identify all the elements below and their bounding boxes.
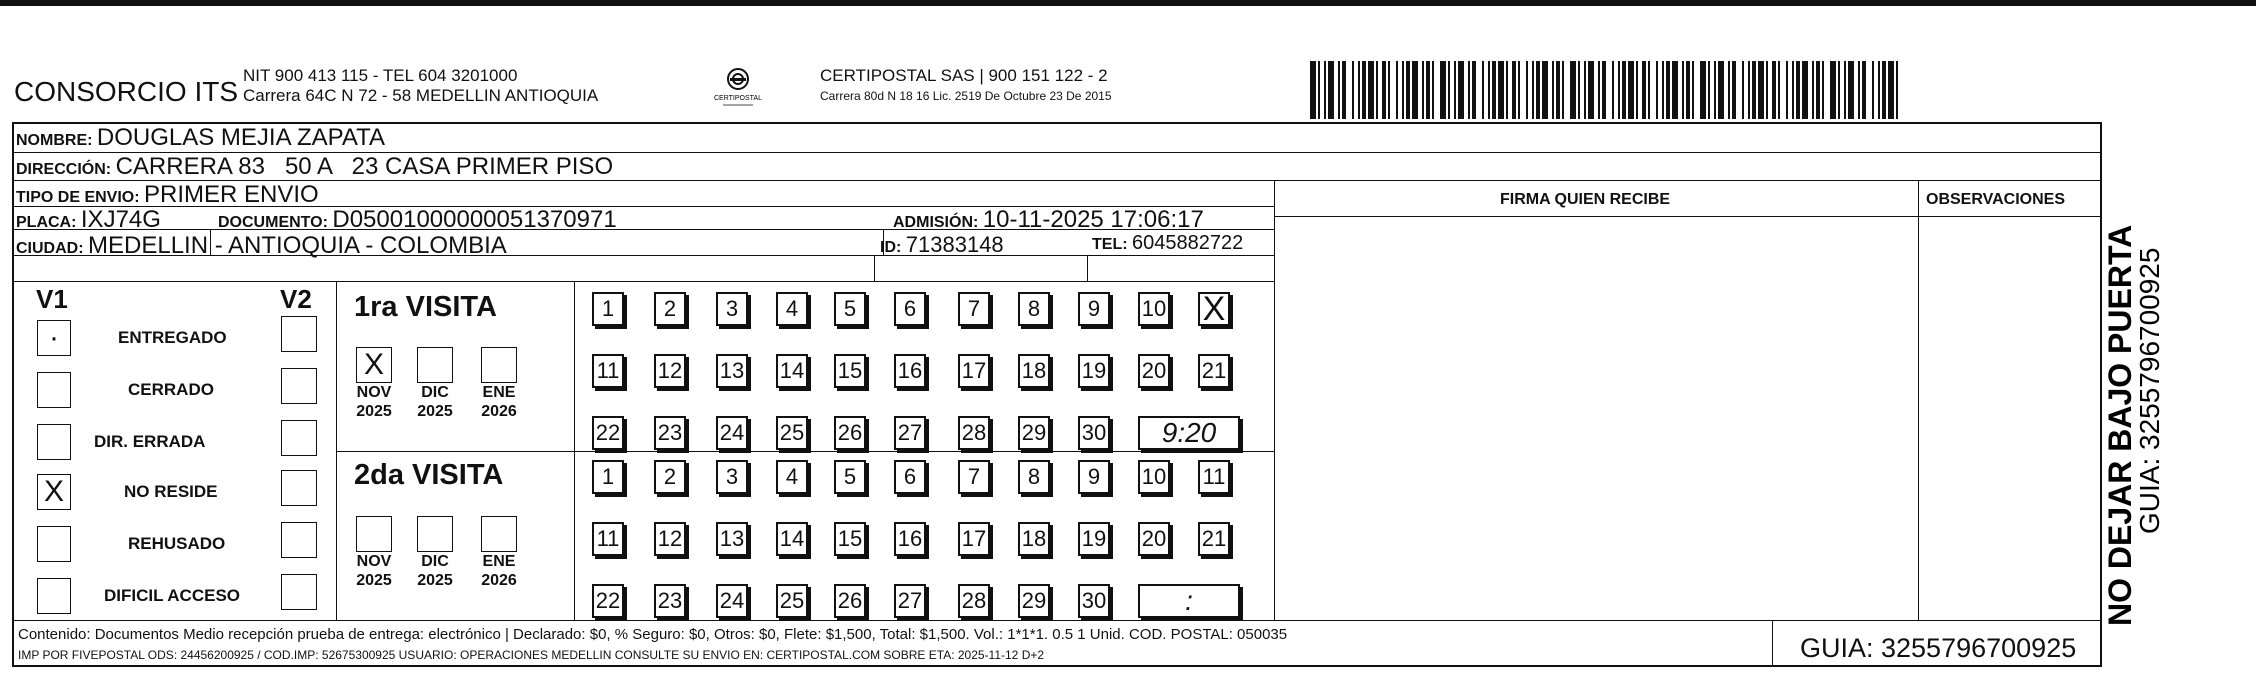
month-label: ENE	[482, 384, 516, 401]
barcode-bar	[1342, 61, 1346, 119]
barcode-bar	[1536, 61, 1540, 119]
barcode-bar	[1512, 61, 1516, 119]
day-box[interactable]: 22	[592, 416, 624, 450]
barcode-bar	[1888, 61, 1894, 119]
day-box[interactable]: 25	[776, 584, 808, 618]
day-box[interactable]: 3	[716, 292, 748, 326]
barcode-bar	[1402, 61, 1404, 119]
first-visit-label: 1ra VISITA	[354, 291, 497, 323]
day-box[interactable]: 26	[834, 416, 866, 450]
day-box[interactable]: 28	[958, 416, 990, 450]
year-label: 2025	[356, 572, 392, 589]
tel-label: TEL:	[1092, 236, 1128, 253]
barcode-bar	[1382, 61, 1386, 119]
cell-divider	[874, 255, 875, 281]
month-checkbox[interactable]	[356, 516, 392, 552]
logo-text: CERTIPOSTAL	[714, 95, 762, 102]
status-label: CERRADO	[128, 380, 214, 399]
day-box[interactable]: 1	[592, 292, 624, 326]
footer-cell-divider	[1772, 620, 1773, 667]
day-box[interactable]: 14	[776, 354, 808, 388]
day-box[interactable]: 15	[834, 522, 866, 556]
day-box[interactable]: 16	[894, 354, 926, 388]
barcode-bar	[1742, 61, 1744, 119]
v1-checkbox[interactable]	[37, 526, 71, 562]
direccion-value: CARRERA 83 50 A 23 CASA PRIMER PISO	[115, 153, 614, 180]
v1-checkbox[interactable]	[37, 424, 71, 460]
day-box[interactable]: 24	[716, 584, 748, 618]
v2-checkbox[interactable]	[281, 574, 317, 610]
day-box[interactable]: 11	[592, 522, 624, 556]
barcode-bar	[1468, 61, 1470, 119]
company-address-line: Carrera 64C N 72 - 58 MEDELLIN ANTIOQUIA	[243, 86, 599, 105]
barcode-bar	[1816, 61, 1820, 119]
day-box[interactable]: 23	[654, 416, 686, 450]
company-nit-line: NIT 900 413 115 - TEL 604 3201000	[243, 66, 518, 85]
day-box[interactable]: 23	[654, 584, 686, 618]
barcode-bar	[1458, 61, 1464, 119]
observaciones-header	[1926, 191, 2065, 209]
year-label: 2025	[417, 572, 453, 589]
carrier-address-line: Carrera 80d N 18 16 Lic. 2519 De Octubre 23 De 2015	[820, 89, 1112, 103]
side-text-svg	[2095, 148, 2165, 628]
barcode-bar	[1686, 61, 1690, 119]
day-box[interactable]: 27	[894, 416, 926, 450]
day-box[interactable]: 12	[654, 522, 686, 556]
admision-value: 10-11-2025 17:06:17	[982, 206, 1204, 233]
barcode-bar	[1642, 61, 1646, 119]
observaciones-label: OBSERVACIONES	[1926, 191, 2065, 208]
status-label: DIFICIL ACCESO	[104, 586, 241, 605]
day-box[interactable]: 3	[716, 460, 748, 494]
barcode-bar	[1728, 61, 1730, 119]
day-box[interactable]: 18	[1018, 522, 1050, 556]
documento-value: D05001000000051370971	[332, 206, 617, 233]
barcode-bar	[1406, 61, 1410, 119]
footer-print-line: IMP POR FIVEPOSTAL ODS: 24456200925 / COD.IMP: 52675300925 USUARIO: OPERACIONES MEDELLIN CONSULTE SU ENVIO EN: CERTIPOSTAL.COM SOBRE ETA: 2025-11-12 D+2	[18, 648, 1045, 662]
day-box[interactable]: 19	[1078, 522, 1110, 556]
v2-checkbox[interactable]	[281, 470, 317, 506]
day-box[interactable]: 4	[776, 292, 808, 326]
placa-label: PLACA:	[16, 214, 77, 231]
id-field	[880, 232, 1004, 258]
tipo-envio-field	[16, 181, 319, 209]
barcode-bar	[1368, 61, 1374, 119]
barcode-bar	[1812, 61, 1814, 119]
month-label: DIC	[421, 384, 449, 401]
barcode-bar	[1498, 61, 1504, 119]
id-label: ID:	[880, 239, 902, 256]
barcode-bar	[1636, 61, 1638, 119]
day-box[interactable]: 9	[1078, 292, 1110, 326]
barcode-bar	[1578, 61, 1580, 119]
barcode-bar	[1492, 61, 1496, 119]
day-box[interactable]: 8	[1018, 292, 1050, 326]
barcode-bar	[1682, 61, 1684, 119]
barcode-bar	[1552, 61, 1554, 119]
column-divider	[1918, 180, 1919, 620]
barcode-bar	[1362, 61, 1366, 119]
firma-label: FIRMA QUIEN RECIBE	[1500, 191, 1671, 208]
barcode-bar	[1518, 61, 1520, 119]
barcode-bar	[1526, 61, 1528, 119]
nombre-label: NOMBRE:	[16, 132, 93, 149]
barcode-bar	[1878, 61, 1880, 119]
barcode-bar	[1338, 61, 1340, 119]
day-box[interactable]: 18	[1018, 354, 1050, 388]
day-box[interactable]: 1	[592, 460, 624, 494]
top-edge-bar	[0, 0, 2256, 6]
barcode-bar	[1598, 61, 1600, 119]
barcode-bar	[1786, 61, 1788, 119]
barcode-bar	[1454, 61, 1456, 119]
firma-header	[1500, 191, 1670, 209]
placa-field	[16, 206, 161, 234]
barcode-bar	[1802, 61, 1808, 119]
day-box[interactable]: 30	[1078, 584, 1110, 618]
status-label: NO RESIDE	[124, 482, 218, 501]
barcode-bar	[1882, 61, 1886, 119]
day-box[interactable]: 30	[1078, 416, 1110, 450]
day-box[interactable]: 22	[592, 584, 624, 618]
tipo-envio-value: PRIMER ENVIO	[144, 181, 319, 208]
barcode-bar	[1472, 61, 1476, 119]
day-box[interactable]: 5	[834, 460, 866, 494]
barcode-bar	[1766, 61, 1768, 119]
status-label: DIR. ERRADA	[94, 432, 206, 451]
year-label: 2026	[481, 403, 517, 420]
day-box[interactable]: 6	[894, 460, 926, 494]
day-box[interactable]: X	[1198, 292, 1230, 326]
day-box[interactable]: 16	[894, 522, 926, 556]
month-label: DIC	[421, 553, 449, 570]
barcode-bar	[1376, 61, 1378, 119]
column-divider	[336, 281, 337, 620]
v1-checkbox[interactable]: X	[37, 474, 71, 510]
month-label: ENE	[482, 553, 516, 570]
barcode-bar	[1862, 61, 1866, 119]
admision-field	[893, 206, 1204, 234]
documento-field	[218, 206, 617, 234]
barcode	[1310, 61, 1900, 119]
day-box[interactable]: 11	[1198, 460, 1230, 494]
barcode-bar	[1858, 61, 1860, 119]
day-box[interactable]: 7	[958, 292, 990, 326]
barcode-bar	[1692, 61, 1694, 119]
day-box[interactable]: 13	[716, 354, 748, 388]
carrier-name-line: CERTIPOSTAL SAS | 900 151 122 - 2	[820, 66, 1108, 85]
placa-value: IXJ74G	[80, 206, 161, 233]
company-name: CONSORCIO ITS	[14, 76, 239, 107]
day-box[interactable]: 10	[1138, 292, 1170, 326]
barcode-icon	[1310, 61, 1900, 119]
v2-checkbox[interactable]	[281, 420, 317, 456]
barcode-bar	[1532, 61, 1534, 119]
barcode-bar	[1488, 61, 1490, 119]
day-box[interactable]: 21	[1198, 354, 1230, 388]
barcode-bar	[1662, 61, 1664, 119]
row-divider	[1274, 216, 2102, 217]
barcode-bar	[1752, 61, 1756, 119]
ciudad-label: CIUDAD:	[16, 240, 84, 257]
day-box[interactable]: 25	[776, 416, 808, 450]
ciudad-field	[16, 232, 507, 260]
column-divider	[574, 281, 575, 620]
v2-checkbox[interactable]	[281, 316, 317, 352]
logo-icon	[705, 66, 771, 110]
row-divider	[12, 281, 1274, 282]
day-box[interactable]: 8	[1018, 460, 1050, 494]
v1-checkbox[interactable]	[37, 372, 71, 408]
documento-label: DOCUMENTO:	[218, 214, 328, 231]
barcode-bar	[1318, 61, 1320, 119]
month-checkbox[interactable]: X	[356, 347, 392, 383]
barcode-bar	[1718, 61, 1724, 119]
day-box[interactable]: 14	[776, 522, 808, 556]
month-label: NOV	[356, 553, 392, 570]
barcode-bar	[1792, 61, 1794, 119]
day-box[interactable]: 5	[834, 292, 866, 326]
company-info	[243, 66, 598, 106]
time-box[interactable]: :	[1138, 584, 1240, 618]
v1-checkbox[interactable]	[37, 578, 71, 614]
day-box[interactable]: 26	[834, 584, 866, 618]
barcode-bar	[1830, 61, 1836, 119]
barcode-bar	[1822, 61, 1824, 119]
day-box[interactable]: 17	[958, 354, 990, 388]
barcode-bar	[1426, 61, 1430, 119]
cell-divider	[1087, 255, 1088, 281]
barcode-bar	[1542, 61, 1548, 119]
barcode-bar	[1422, 61, 1424, 119]
footer-guia: GUIA: 3255796700925	[1800, 633, 2077, 663]
barcode-bar	[1506, 61, 1508, 119]
barcode-bar	[1556, 61, 1560, 119]
barcode-bar	[1778, 61, 1780, 119]
barcode-bar	[1872, 61, 1874, 119]
barcode-bar	[1588, 61, 1594, 119]
barcode-bar	[1896, 61, 1898, 119]
day-box[interactable]: 12	[654, 354, 686, 388]
day-box[interactable]: 17	[958, 522, 990, 556]
month-checkbox[interactable]	[481, 347, 517, 383]
year-label: 2025	[417, 403, 453, 420]
barcode-bar	[1672, 61, 1678, 119]
delivery-form	[12, 122, 2102, 667]
barcode-bar	[1758, 61, 1764, 119]
time-box[interactable]: 9:20	[1138, 416, 1240, 450]
barcode-bar	[1844, 61, 1846, 119]
day-box[interactable]: 11	[592, 354, 624, 388]
barcode-bar	[1708, 61, 1710, 119]
tipo-envio-label: TIPO DE ENVIO:	[16, 189, 140, 206]
footer-content-line: Contenido: Documentos Medio recepción prueba de entrega: electrónico | Declarado: $0, % Seguro: $0, Otros: $0, Flete: $1,500, Total: $1,500. Vol.: 1*1*1. 0.5 1 Unid. COD. POSTAL: 050035	[18, 626, 1288, 643]
barcode-bar	[1628, 61, 1634, 119]
day-box[interactable]: 6	[894, 292, 926, 326]
barcode-bar	[1328, 61, 1334, 119]
carrier-info	[820, 66, 1112, 106]
day-box[interactable]: 29	[1018, 416, 1050, 450]
side-note	[2095, 148, 2165, 628]
barcode-bar	[1432, 61, 1434, 119]
id-value: 71383148	[905, 232, 1004, 257]
side-warning-text: NO DEJAR BAJO PUERTA	[2102, 224, 2138, 626]
barcode-bar	[1352, 61, 1354, 119]
barcode-bar	[1396, 61, 1398, 119]
barcode-bar	[1732, 61, 1736, 119]
month-checkbox[interactable]	[417, 516, 453, 552]
day-box[interactable]: 7	[958, 460, 990, 494]
barcode-bar	[1310, 61, 1316, 119]
certipostal-logo	[705, 66, 771, 110]
admision-label: ADMISIÓN:	[893, 214, 979, 231]
status-label: REHUSADO	[128, 534, 226, 553]
barcode-bar	[1666, 61, 1670, 119]
direccion-label: DIRECCIÓN:	[16, 161, 112, 178]
barcode-bar	[1714, 61, 1716, 119]
v1-header: V1	[36, 284, 68, 314]
barcode-bar	[1482, 61, 1484, 119]
nombre-field	[16, 124, 385, 152]
barcode-bar	[1838, 61, 1840, 119]
barcode-bar	[1656, 61, 1658, 119]
barcode-bar	[1324, 61, 1326, 119]
barcode-bar	[1448, 61, 1450, 119]
month-checkbox[interactable]	[481, 516, 517, 552]
day-box[interactable]: 10	[1138, 460, 1170, 494]
day-box[interactable]: 27	[894, 584, 926, 618]
day-box[interactable]: 24	[716, 416, 748, 450]
v2-checkbox[interactable]	[281, 522, 317, 558]
day-box[interactable]: 29	[1018, 584, 1050, 618]
status-label: ENTREGADO	[118, 328, 227, 347]
barcode-bar	[1772, 61, 1776, 119]
barcode-bar	[1848, 61, 1854, 119]
barcode-bar	[1796, 61, 1800, 119]
v2-header: V2	[280, 284, 312, 314]
day-box[interactable]: 20	[1138, 354, 1170, 388]
direccion-field	[16, 153, 613, 181]
day-box[interactable]: 15	[834, 354, 866, 388]
day-box[interactable]: 28	[958, 584, 990, 618]
barcode-bar	[1388, 61, 1390, 119]
barcode-bar	[1570, 61, 1576, 119]
second-visit-label: 2da VISITA	[354, 459, 504, 491]
v1-checkbox[interactable]: ·	[37, 320, 71, 356]
nombre-value: DOUGLAS MEJIA ZAPATA	[96, 124, 385, 151]
v2-checkbox[interactable]	[281, 368, 317, 404]
tel-field	[1092, 232, 1243, 255]
day-box[interactable]: 2	[654, 292, 686, 326]
day-box[interactable]: 13	[716, 522, 748, 556]
barcode-bar	[1748, 61, 1750, 119]
barcode-bar	[1412, 61, 1418, 119]
ciudad-value: MEDELLIN - ANTIOQUIA - COLOMBIA	[88, 232, 507, 259]
barcode-bar	[1622, 61, 1626, 119]
footer-divider	[12, 620, 2102, 621]
barcode-bar	[1358, 61, 1360, 119]
month-checkbox[interactable]	[417, 347, 453, 383]
barcode-bar	[1618, 61, 1620, 119]
day-box[interactable]: 4	[776, 460, 808, 494]
barcode-bar	[1562, 61, 1564, 119]
barcode-bar	[1700, 61, 1706, 119]
barcode-bar	[1602, 61, 1606, 119]
month-label: NOV	[356, 384, 392, 401]
year-label: 2025	[356, 403, 392, 420]
barcode-bar	[1584, 61, 1586, 119]
day-box[interactable]: 19	[1078, 354, 1110, 388]
visit-divider	[336, 451, 1274, 452]
column-divider	[1274, 180, 1275, 620]
barcode-bar	[1440, 61, 1446, 119]
barcode-bar	[1648, 61, 1650, 119]
year-label: 2026	[481, 572, 517, 589]
day-box[interactable]: 2	[654, 460, 686, 494]
tel-value: 6045882722	[1132, 232, 1244, 254]
day-box[interactable]: 21	[1198, 522, 1230, 556]
side-guia-text: GUIA: 3255796700925	[2134, 247, 2165, 534]
day-box[interactable]: 20	[1138, 522, 1170, 556]
day-box[interactable]: 9	[1078, 460, 1110, 494]
barcode-bar	[1612, 61, 1614, 119]
